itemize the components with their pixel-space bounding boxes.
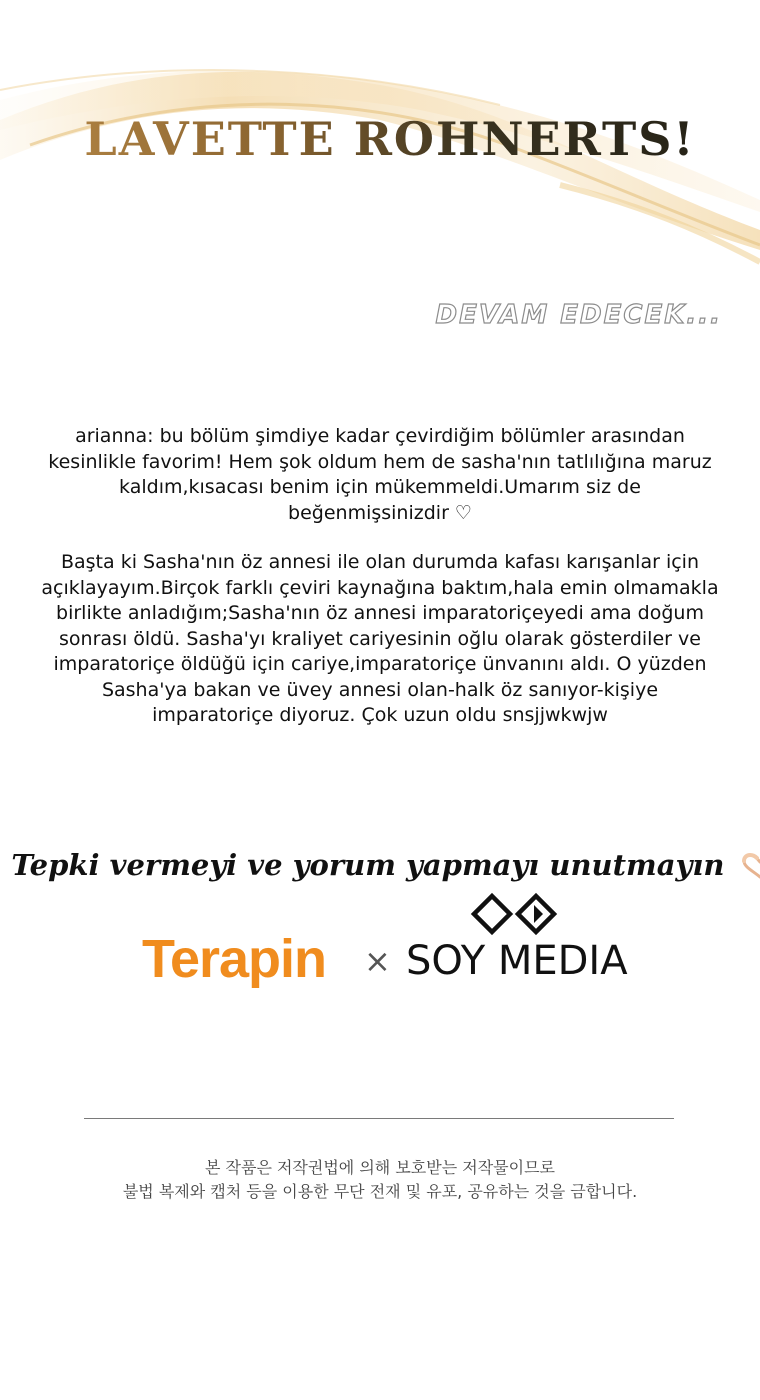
terapin-logo: Terapin (142, 929, 327, 989)
footer-divider (84, 1118, 674, 1119)
translator-note-paragraph-1: arianna: bu bölüm şimdiye kadar çevirdiğim bölümler arasından kesinlikle favorim! Hem şok oldum hem de sasha'nın tatlılığına maruz kaldım,kısacası benim için mükemmeldi.Umarım siz de beğenmişsinizdir ♡ (48, 425, 712, 524)
to-be-continued-label: DEVAM EDECEK... (435, 300, 722, 330)
episode-title: LAVETTE ROHNERTS! (0, 112, 760, 166)
call-to-action (0, 848, 760, 882)
brand-separator: × (364, 942, 391, 980)
copyright-notice (0, 1156, 760, 1204)
soy-media-emblem-icon (470, 890, 558, 938)
soy-media-logo: SOY MEDIA (406, 938, 628, 984)
copyright-line-1: 본 작품은 저작권법에 의해 보호받는 저작물이므로 (204, 1158, 555, 1177)
heart-hands-icon (741, 853, 760, 879)
copyright-line-2: 불법 복제와 캡처 등을 이용한 무단 전재 및 유포, 공유하는 것을 금합니다. (122, 1182, 638, 1201)
call-to-action-text: Tepki vermeyi ve yorum yapmayı unutmayın (11, 848, 725, 882)
translator-note-paragraph-2: Başta ki Sasha'nın öz annesi ile olan durumda kafası karışanlar için açıklayayım.Birçok farklı çeviri kaynağına baktım,hala emin olmamakla birlikte anladığım;Sasha'nın öz annesi imparatoriçeyedi ama doğum sonrası öldü. Sasha'yı kraliyet cariyesinin oğlu olarak gösterdiler ve imparatoriçe öldüğü için cariye,imparatoriçe ünvanını aldı. O yüzden Sasha'ya bakan ve üvey annesi olan-halk öz sanıyor-kişiye imparatoriçe diyoruz. Çok uzun oldu snsjjwkwjw (41, 551, 719, 726)
publisher-brands (0, 890, 760, 1000)
